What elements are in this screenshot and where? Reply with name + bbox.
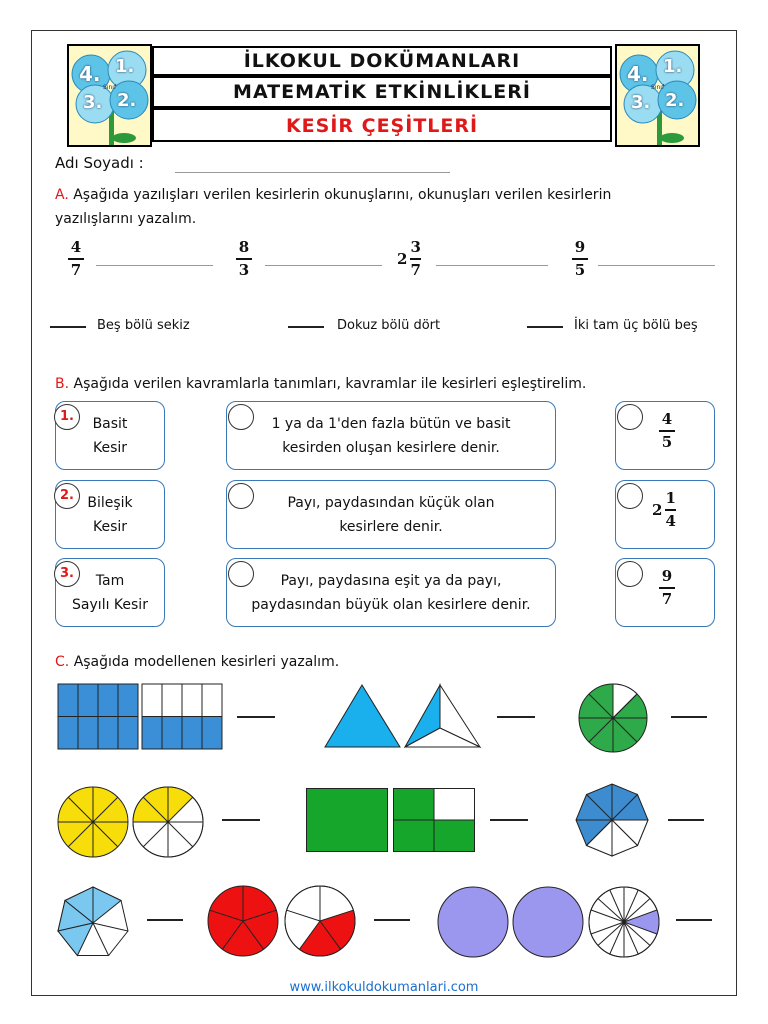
- model-yellow-circle-partial: [132, 786, 204, 858]
- answer-line-c8[interactable]: [374, 919, 410, 921]
- answer-line-a1[interactable]: [96, 265, 213, 266]
- name-input-line[interactable]: [175, 172, 450, 173]
- model-violet-circle-2: [512, 886, 584, 958]
- answer-line-c4[interactable]: [222, 819, 260, 821]
- section-b-instruction: Aşağıda verilen kavramlarla tanımları, kavramlar ile kesirleri eşleştirelim.: [73, 376, 587, 392]
- answer-line-r1[interactable]: [50, 326, 86, 328]
- logo-right: [615, 44, 700, 147]
- fraction-1-answer-circle[interactable]: [617, 404, 643, 430]
- logo-num-2: 2.: [117, 90, 137, 111]
- section-c-title: [55, 654, 715, 670]
- model-triangle-full: [324, 684, 401, 748]
- model-triangle-partial: [404, 684, 482, 748]
- model-red-circle-full: [207, 885, 279, 957]
- section-c-letter: C.: [55, 654, 70, 670]
- model-green-square-partial: [393, 788, 475, 852]
- definition-3-line1: Payı, paydasına eşit ya da payı,: [280, 573, 502, 589]
- definition-2-line2: kesirlere denir.: [339, 519, 443, 535]
- section-b-title: [55, 376, 715, 392]
- model-violet-circle-1: [437, 886, 509, 958]
- section-a-instruction-2: yazılışlarını yazalım.: [55, 211, 197, 227]
- definition-2-answer-circle[interactable]: [228, 483, 254, 509]
- definition-3-line2: paydasından büyük olan kesirlere denir.: [251, 597, 531, 613]
- answer-line-a3[interactable]: [436, 265, 548, 266]
- definition-2-line1: Payı, paydasından küçük olan: [287, 495, 495, 511]
- answer-line-c3[interactable]: [671, 716, 707, 718]
- model-green-square-full: [306, 788, 388, 852]
- section-a-instruction: Aşağıda yazılışları verilen kesirlerin okunuşlarını, okunuşları verilen kesirlerin: [73, 187, 612, 203]
- model-heptagon: [56, 886, 130, 960]
- fraction-a1: 4 7: [68, 240, 84, 278]
- header-title-3: KESİR ÇEŞİTLERİ: [152, 108, 612, 142]
- logo-num-4: 4.: [79, 62, 101, 86]
- fraction-a2: 8 3: [236, 240, 252, 278]
- model-violet-circle-3: [588, 886, 660, 958]
- answer-line-c7[interactable]: [147, 919, 183, 921]
- concept-1-number: 1.: [54, 404, 80, 430]
- fraction-b2: 2 1 4: [652, 489, 676, 530]
- section-c-instruction: Aşağıda modellenen kesirleri yazalım.: [73, 654, 340, 670]
- logo-caption: Sınıf: [651, 84, 665, 91]
- fraction-a3: 2 3 7: [397, 238, 421, 279]
- concept-2-line2: Kesir: [92, 519, 128, 535]
- model-red-circle-partial: [284, 885, 356, 957]
- section-a-letter: A.: [55, 187, 69, 203]
- fraction-b3: 9 7: [659, 569, 675, 607]
- fraction-a4: 9 5: [572, 240, 588, 278]
- logo-num-1: 1.: [663, 56, 683, 77]
- section-a-title: [55, 187, 715, 203]
- concept-3-line1: Tam: [95, 573, 125, 589]
- reading-2: Dokuz bölü dört: [337, 318, 441, 333]
- logo-num-1: 1.: [115, 56, 135, 77]
- answer-line-c1[interactable]: [237, 716, 275, 718]
- answer-line-r3[interactable]: [527, 326, 563, 328]
- answer-line-c9[interactable]: [676, 919, 712, 921]
- header-title-2: MATEMATİK ETKİNLİKLERİ: [152, 76, 612, 108]
- definition-1-line1: 1 ya da 1'den fazla bütün ve basit: [271, 416, 511, 432]
- definition-1-answer-circle[interactable]: [228, 404, 254, 430]
- model-blue-octagon: [575, 783, 649, 857]
- logo-num-2: 2.: [665, 90, 685, 111]
- concept-3-line2: Sayılı Kesir: [72, 597, 148, 613]
- header-title-1: İLKOKUL DOKÜMANLARI: [152, 46, 612, 76]
- logo-left: [67, 44, 152, 147]
- answer-line-c6[interactable]: [668, 819, 704, 821]
- definition-box-2: [226, 480, 556, 549]
- answer-line-c2[interactable]: [497, 716, 535, 718]
- reading-1: Beş bölü sekiz: [97, 318, 190, 333]
- definition-3-answer-circle[interactable]: [228, 561, 254, 587]
- concept-3-number: 3.: [54, 561, 80, 587]
- model-green-circle: [578, 683, 648, 753]
- concept-1-line2: Kesir: [92, 440, 128, 456]
- answer-line-a2[interactable]: [265, 265, 382, 266]
- answer-line-a4[interactable]: [598, 265, 715, 266]
- section-b-letter: B.: [55, 376, 70, 392]
- model-yellow-circle-full: [57, 786, 129, 858]
- definition-box-1: [226, 401, 556, 470]
- concept-2-line1: Bileşik: [87, 495, 133, 511]
- definition-1-line2: kesirden oluşan kesirlere denir.: [282, 440, 500, 456]
- fraction-3-answer-circle[interactable]: [617, 561, 643, 587]
- logo-caption: Sınıf: [103, 84, 117, 91]
- concept-2-number: 2.: [54, 483, 80, 509]
- answer-line-c5[interactable]: [490, 819, 528, 821]
- name-label: Adı Soyadı :: [55, 154, 144, 172]
- model-blue-grid-2: [142, 684, 223, 750]
- fraction-2-answer-circle[interactable]: [617, 483, 643, 509]
- concept-1-line1: Basit: [92, 416, 128, 432]
- definition-box-3: [226, 558, 556, 627]
- fraction-b1: 4 5: [659, 412, 675, 450]
- reading-3: İki tam üç bölü beş: [574, 318, 698, 333]
- answer-line-r2[interactable]: [288, 326, 324, 328]
- logo-num-3: 3.: [631, 92, 651, 113]
- logo-num-3: 3.: [83, 92, 103, 113]
- model-blue-grid-1: [58, 684, 139, 750]
- footer-link[interactable]: www.ilkokuldokumanlari.com: [289, 980, 479, 995]
- logo-num-4: 4.: [627, 62, 649, 86]
